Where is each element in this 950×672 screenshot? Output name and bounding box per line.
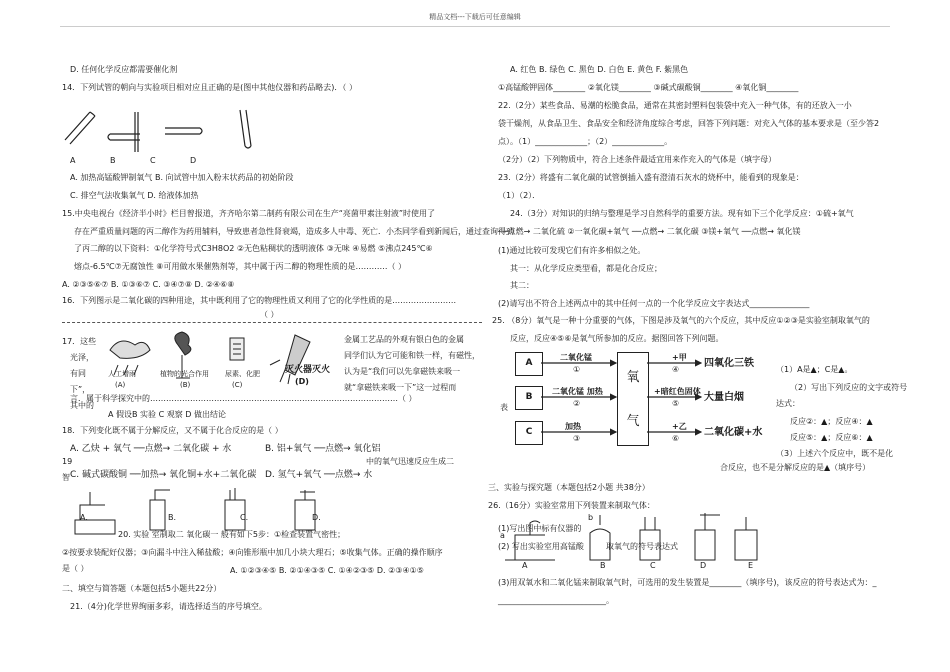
diagram-out3-label: +乙 [672,422,687,431]
q22-line4: （2分）（2）下列物质中，符合上述条件最适宜用来作充入的气体是（填字母） [498,155,777,164]
q23-line2: （1）（2）． [498,191,541,200]
q26-line4: ___________________________。 [498,596,614,605]
q14-letter-c: C [150,156,156,165]
diagram-product1: 四氧化三铁 [704,358,754,369]
diagram-box-a-label: A [525,358,533,368]
q17-right2: 同学们认为它可能和铁一样，有磁性， [344,351,480,360]
q18-option-a: A. 乙炔 + 氧气 ──点燃→ 二氧化碳 + 水 [70,444,232,454]
diagram-box-b-label: B [525,392,533,402]
q26-label-e: E [748,561,754,570]
q22-line1: 22.（2分）某些食品、易潮的松脆食品，通常在其密封塑料包装袋中充入一种气体，有的还放入一小 [498,101,852,110]
q16-letter-d: (D) [295,377,309,386]
q18-stem: 18．下列变化既不属于分解反应，又不属于化合反应的是（ ） [62,426,283,435]
q15-line4: 熔点-6.5℃⑦无腐蚀性 ⑧可用做水果催熟剂等，其中属于丙二醇的物理性质的是…………（ ） [74,262,407,271]
q21-items: ①高锰酸钾固体________ ②氧化镁________ ③碱式碳酸铜________ ④氧化铜________ [498,83,799,92]
diagram-arrow3-label: 加热 [565,422,581,431]
q26-line1: (1)写出图中标有仪器的 [498,524,582,533]
diagram-box-a [515,352,543,376]
test-tubes-illustration [60,100,220,150]
q25-biao: 表 [500,403,508,412]
diagram-box-c [515,421,543,445]
q23-line1: 23.（2分）将盛有二氧化碳的试管倒插入盛有澄清石灰水的烧杯中，能看到的现象是： [498,173,804,182]
q20-label-b: B. [168,513,177,522]
section2-title: 二、填空与简答题（本题包括5小题共22分） [62,584,222,593]
section3-title: 三、实验与探究题（本题包括2小题 共38分） [488,483,650,492]
q14-stem: 14．下列试管的朝向与实验项目相对应且正确的是(图中其他仪器和药品略去)．（ ） [62,83,357,92]
q17-frag3: 有同 [70,369,86,378]
q24-line4: 其一：从化学反应类型看，都是化合反应； [510,264,662,273]
diagram-out-num6: ⑥ [672,434,680,443]
q25-line1: 25. （8分）氧气是一种十分重要的气体，下图是涉及氧气的六个反应，其中反应①②③是实验室制取氧气的 [492,316,870,325]
diagram-num3: ③ [573,434,581,443]
q20-label-d: D. [312,513,321,522]
q24-line6: (2)请写出不符合上述两点中的其中任何一点的一个化学反应文字表达式_______________ [498,299,810,308]
q26-label-a: A [522,561,528,570]
q26-line3: (3)用双氧水和二氧化锰来制取氧气时，可选用的发生装置是________（填序号)，该反应的符号表达式为：_ [498,578,877,587]
header-divider [60,26,890,27]
diagram-num1: ① [573,365,581,374]
q15-options: A. ②③⑤⑥⑦ B. ①③⑥⑦ C. ③④⑦⑧ D. ②④⑥⑧ [62,280,235,289]
q16-caption-c: 尿素、化肥 [225,370,260,378]
q25-answer6: （3）上述六个反应中，既不是化 [776,449,894,458]
q17-right1: 金属工艺品的外观有银白色的金属 [344,335,464,344]
q25-answer1: （1）A是▲；C是▲。 [776,365,853,374]
q25-answer7: 合反应，也不是分解反应的是▲（填序号） [720,463,871,472]
q18-option-b: B. 铝+氧气 ──点燃→ 氧化铝 [265,444,381,454]
q19-right: 中的氧气迅速反应生成二 [366,457,454,466]
diagram-box-b [515,386,543,410]
q16-letter-c: (C) [232,381,243,389]
q25-answer3: 达式： [776,399,800,408]
q16-stem: 16．下列图示是二氧化碳的四种用途，其中既利用了它的物理性质又利用了它的化学性质的是…………………… [62,296,457,305]
diagram-num2: ② [573,399,581,408]
q25-answer2: （2）写出下列反应的文字或符号 [790,383,908,392]
q20-label-c: C. [240,513,249,522]
q16-caption-d: 灭火器灭火 [285,365,331,375]
q17-right3: 认为是“我们可以先拿磁铁来吸一 [344,367,461,376]
q13-option-d: D. 任何化学反应都需要催化剂 [70,65,178,74]
q14-letter-b: B [110,156,116,165]
q18-option-d: D. 氢气+氧气 ──点燃→ 水 [265,470,373,480]
q18-option-c: C. 碱式碳酸铜 ──加热→ 氧化铜+水+二氧化碳 [70,470,257,480]
q17-line6: 言．属于科学探究中的…………………………………………………………………………………（ ） [70,394,417,403]
q25-answer4: 反应②：▲；反应④：▲ [790,417,873,426]
q26-stem: 26.（16分）实验室常用下列装置来制取气体： [488,501,655,510]
q17-frag1: 17．这些 [62,337,97,346]
q16-caption-b: 植物的光合作用 [160,370,209,378]
q14-options-cd: C. 排空气法收集氧气 D. 给液体加热 [70,191,199,200]
q17-frag4: 下”， [70,385,91,394]
diagram-product2: 大量白烟 [704,392,744,403]
q20-label-a: A. [80,513,88,522]
q16-paren: （ ） [260,310,279,319]
diagram-arrow1-label: 二氧化锰 [560,353,592,362]
q15-line2: 存在严重质量问题的丙二醇作为药用辅料，导致患者急性肾衰竭，造成多人中毒、死亡．小杰同学看到新闻后，通过查询得到 [74,227,514,236]
diagram-out2-label: +暗红色固体 [654,387,701,396]
q16-letter-b: (B) [180,381,191,389]
q26-label-a-small: a [500,531,505,540]
q20-line1: 20. 实验 室制取二 氧化碳一 般有如下5步：①检查装置气密性； [118,530,346,539]
diagram-product3: 二氧化碳+水 [704,427,763,438]
q26-label-c: C [650,561,656,570]
diagram-out-num5: ⑤ [672,399,680,408]
q26-line2b: 取氧气的符号表达式 [606,542,678,551]
q17-options: A 假设B 实验 C 观察 D 做出结论 [108,410,226,419]
q20-options: A. ①②③④⑤ B. ②①④③⑤ C. ①④②③⑤ D. ②③④①⑤ [230,566,424,575]
q24-line5: 其二： [510,281,534,290]
q20-line2: ②按要求装配好仪器；③向漏斗中注入稀盐酸；④向锥形瓶中加几小块大理石；⑤收集气体。正确的操作顺序 [62,548,443,557]
q24-line3: (1)通过比较可发现它们有许多相似之处。 [498,246,646,255]
q20-line3: 是（ ） [62,564,89,573]
q14-options-ab: A. 加热高锰酸钾制氧气 B. 向试管中加入粉末状药品的初始阶段 [70,173,294,182]
diagram-arrow2-label: 二氧化锰 加热 [552,387,603,396]
q17-right4: 就“拿磁铁来吸一下”这一过程而 [344,383,457,392]
q25-answer5: 反应⑤：▲；反应⑥：▲ [790,433,873,442]
q26-label-b-small: b [588,513,594,522]
q22-line3: 点）。（1）_____________；（2）_____________。 [498,137,673,146]
q15-line1: 15.中央电视台《经济半小时》栏目曾报道，齐齐哈尔第二制药有限公司在生产“亮菌甲素注射液”时使用了 [62,209,436,218]
q19-side: 19 [62,457,73,466]
q25-line2: 反应，反应④⑤⑥是氧气所参加的反应。据图回答下列问题。 [510,334,724,343]
q26-label-b: B [600,561,606,570]
q22-line2: 袋干燥剂，从食品卫生、食品安全和经济角度综合考虑，回答下列问题：对充入气体的基本要求是（至少答2 [498,119,880,128]
q17-frag2: 光泽， [70,353,94,362]
q14-letter-d: D [190,156,197,165]
diagram-out1-label: +甲 [672,353,687,362]
q16-letter-a: (A) [115,381,126,389]
q24-line2: ──点燃→ 二氧化硫 ②一氧化碳+氧气 ──点燃→ 二氧化碳 ③镁+氧气 ──点燃→ 氧化镁 [498,227,801,236]
q26-label-d: D [700,561,707,570]
q16-divider [62,322,482,323]
diagram-out-num4: ④ [672,365,680,374]
q24-line1: 24.（3分）对知识的归纳与整理是学习自然科学的重要方法。现有如下三个化学反应：①硫+氧气 [510,209,854,218]
page-header: 精品文档---下载后可任意编辑 [429,13,521,21]
q15-line3: 了丙二醇的以下资料：①化学符号式C3H8O2 ②无色粘稠状的透明液体 ③无味 ④易燃 ⑤沸点245℃⑥ [74,244,433,253]
q14-letter-a: A [70,156,76,165]
q16-caption-a: 人工增雨 [108,370,136,378]
diagram-oxygen-label: 氧 气 [626,370,640,429]
q21-colors: A. 红色 B. 绿色 C. 黑色 D. 白色 E. 黄色 F. 紫黑色 [510,65,689,74]
q21-stem: 21.（4分)化学世界绚丽多彩，请选择适当的序号填空。 [70,602,267,611]
q17-frag5: 其中的 [70,401,94,410]
q19-side2: 智 [62,473,70,482]
q26-line2: (2) 写出实验室用高锰酸 [498,542,584,551]
diagram-box-c-label: C [525,427,533,437]
